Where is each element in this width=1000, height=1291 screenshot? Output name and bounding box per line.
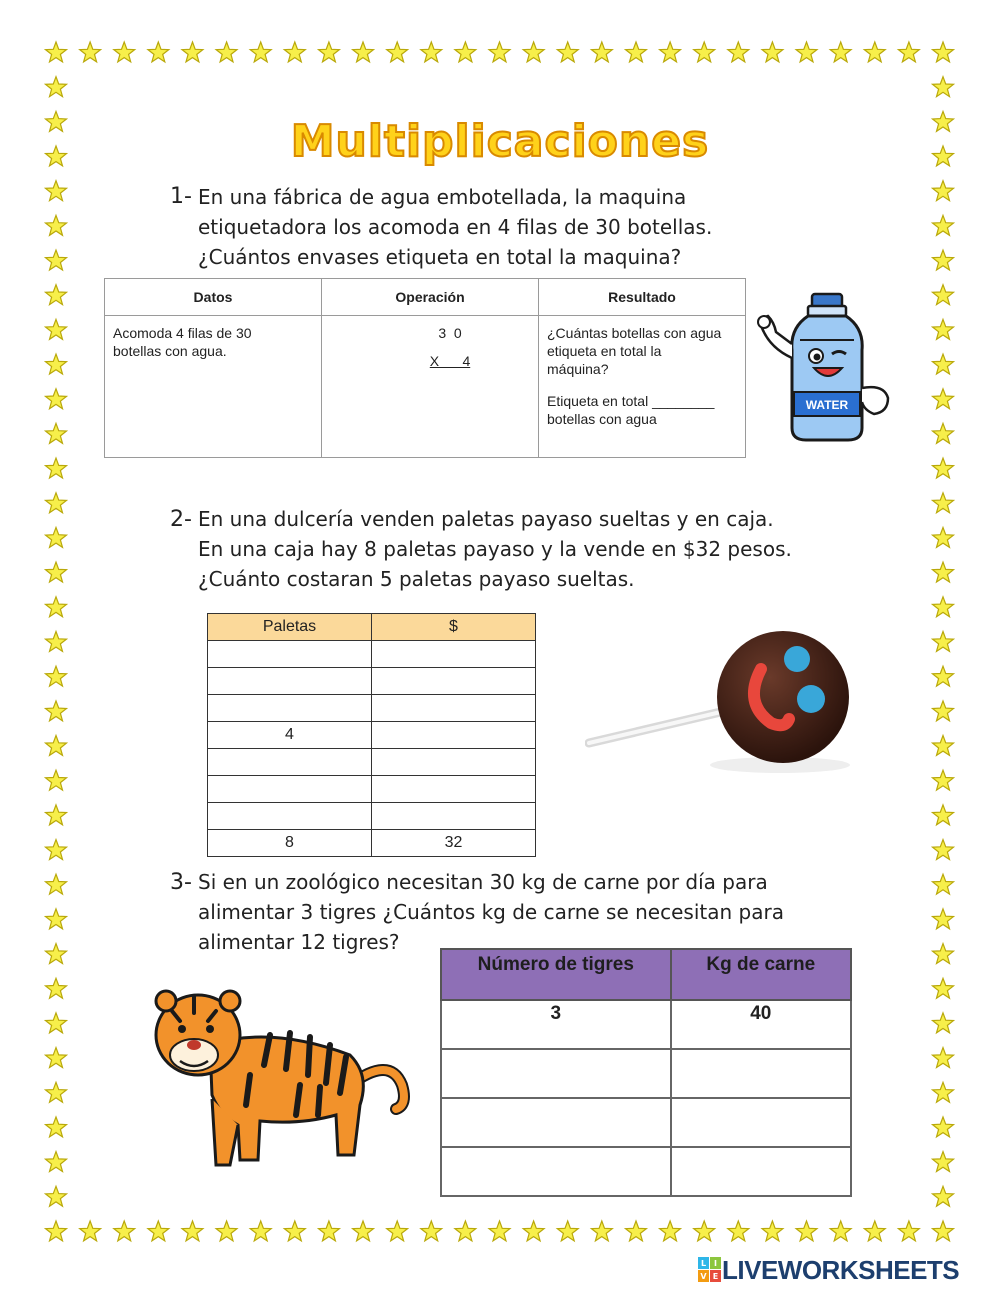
star-icon [46,597,67,617]
star-icon [148,42,169,62]
star-icon [46,1117,67,1137]
table-row [208,695,536,722]
star-icon [46,458,67,478]
question-3-text [198,867,784,957]
operacion-top: 3 0 [438,325,462,341]
cell-paletas[interactable] [208,776,372,803]
star-icon [933,458,954,478]
cell-resultado[interactable] [539,316,746,458]
cell-pesos[interactable] [372,695,536,722]
star-icon [148,1221,169,1241]
svg-text:L: L [700,1259,707,1268]
table-row [441,1000,851,1049]
star-icon [114,42,135,62]
header-operacion: Operación [322,279,539,316]
cell-kg[interactable] [671,1049,851,1098]
star-icon [80,1221,101,1241]
star-icon [762,1221,783,1241]
star-icon [728,1221,749,1241]
water-bottle-image [750,288,900,448]
star-icon [387,42,408,62]
star-icon [864,42,885,62]
table-row [208,749,536,776]
star-icon [933,666,954,686]
star-icon [46,319,67,339]
header-kg-carne: Kg de carne [671,949,851,1000]
star-icon [46,1221,67,1241]
cell-pesos[interactable] [372,749,536,776]
header-datos: Datos [105,279,322,316]
header-paletas: Paletas [208,614,372,641]
star-icon [933,493,954,513]
star-icon [933,909,954,929]
star-icon [250,42,271,62]
question-3-line: Si en un zoológico necesitan 30 kg de carne por día para [198,870,768,894]
cell-tigres: 3 [441,1000,671,1049]
star-icon [626,1221,647,1241]
liveworksheets-icon [698,1257,722,1283]
star-icon [591,1221,612,1241]
star-icon [796,1221,817,1241]
table-paletas [207,613,536,857]
star-icon [626,42,647,62]
star-icon [523,42,544,62]
question-2-line: En una dulcería venden paletas payaso sueltas y en caja. [198,507,774,531]
svg-text:E: E [712,1272,719,1281]
star-icon [284,1221,305,1241]
question-1-line: En una fábrica de agua embotellada, la maquina [198,185,687,209]
star-icon [933,562,954,582]
star-icon [455,1221,476,1241]
star-icon [46,215,67,235]
table-row [208,776,536,803]
question-3-line: alimentar 12 tigres? [198,930,400,954]
star-icon [46,42,67,62]
star-icon [933,1221,954,1241]
star-icon [660,42,681,62]
star-icon [46,736,67,756]
star-icon [46,909,67,929]
star-icon [489,42,510,62]
question-3-number: 3- [170,870,192,895]
star-icon [46,181,67,201]
cell-pesos[interactable] [372,668,536,695]
star-icon [933,354,954,374]
star-icon [933,736,954,756]
table-row [208,641,536,668]
star-icon [557,1221,578,1241]
star-icon [933,42,954,62]
cell-tigres[interactable] [441,1049,671,1098]
page-title: Multiplicaciones [290,116,710,167]
star-icon [46,389,67,409]
question-2-number: 2- [170,507,192,532]
resultado-line: ¿Cuántas botellas con agua [547,325,722,341]
table-row [208,722,536,749]
star-icon [387,1221,408,1241]
liveworksheets-logo [698,1256,959,1284]
question-1-number: 1- [170,184,192,209]
star-icon [421,1221,442,1241]
question-2-line: ¿Cuánto costaran 5 paletas payaso sueltas. [198,567,635,591]
star-icon [933,181,954,201]
star-icon [80,42,101,62]
star-icon [933,250,954,270]
header-numero-tigres: Número de tigres [441,949,671,1000]
star-icon [933,319,954,339]
resultado-line: botellas con agua [547,411,657,427]
question-1-text [198,182,712,272]
lollipop-image [585,625,865,785]
table-tigres [440,948,852,1197]
star-icon [353,42,374,62]
star-icon [933,1048,954,1068]
star-icon [46,1013,67,1033]
table-row [208,803,536,830]
table-datos-operacion-resultado [104,278,746,458]
svg-text:I: I [714,1259,717,1268]
table-row [208,830,536,857]
star-icon [933,285,954,305]
cell-paletas[interactable] [208,668,372,695]
cell-paletas[interactable] [208,803,372,830]
star-icon [694,42,715,62]
star-icon [660,1221,681,1241]
star-icon [46,632,67,652]
star-icon [933,215,954,235]
star-icon [933,1117,954,1137]
cell-kg[interactable] [671,1147,851,1196]
star-icon [46,944,67,964]
star-icon [46,423,67,443]
star-icon [353,1221,374,1241]
cell-tigres[interactable] [441,1147,671,1196]
star-icon [933,840,954,860]
star-icon [46,354,67,374]
star-icon [830,42,851,62]
star-icon [319,42,340,62]
star-icon [830,1221,851,1241]
star-icon [933,978,954,998]
question-1-line: etiquetadora los acomoda en 4 filas de 30 botellas. [198,215,713,239]
star-icon [933,389,954,409]
star-icon [591,42,612,62]
star-icon [182,1221,203,1241]
svg-text:V: V [700,1272,707,1281]
star-icon [46,701,67,721]
star-icon [933,1082,954,1102]
datos-line: botellas con agua. [113,343,227,359]
star-icon [933,77,954,97]
star-icon [933,944,954,964]
star-icon [455,42,476,62]
star-icon [933,597,954,617]
star-icon [933,1186,954,1206]
star-icon [46,874,67,894]
question-3-line: alimentar 3 tigres ¿Cuántos kg de carne se necesitan para [198,900,784,924]
star-icon [933,770,954,790]
cell-paletas: 4 [208,722,372,749]
cell-paletas: 8 [208,830,372,857]
star-icon [728,42,749,62]
cell-pesos[interactable] [372,641,536,668]
liveworksheets-brand: LIVEWORKSHEETS [722,1254,960,1285]
cell-paletas[interactable] [208,695,372,722]
star-icon [46,528,67,548]
star-icon [46,285,67,305]
star-icon [864,1221,885,1241]
table-row [441,1049,851,1098]
star-icon [898,1221,919,1241]
operacion-bottom: X 4 [429,353,471,369]
cell-pesos: 32 [372,830,536,857]
star-icon [319,1221,340,1241]
cell-paletas[interactable] [208,749,372,776]
tiger-image [150,975,415,1175]
datos-line: Acomoda 4 filas de 30 [113,325,252,341]
star-icon [46,1082,67,1102]
header-pesos: $ [372,614,536,641]
star-icon [489,1221,510,1241]
cell-paletas[interactable] [208,641,372,668]
star-icon [933,1152,954,1172]
star-icon [46,493,67,513]
star-icon [216,42,237,62]
cell-pesos[interactable] [372,776,536,803]
cell-datos [105,316,322,458]
table-row [441,1147,851,1196]
star-icon [796,42,817,62]
question-2-text [198,504,792,594]
star-icon [182,42,203,62]
resultado-blank-line: Etiqueta en total ________ [547,393,715,409]
star-icon [46,1186,67,1206]
cell-kg: 40 [671,1000,851,1049]
cell-pesos[interactable] [372,722,536,749]
star-icon [284,42,305,62]
bottle-label: WATER [805,398,849,412]
star-icon [46,770,67,790]
question-2-line: En una caja hay 8 paletas payaso y la vende en $32 pesos. [198,537,792,561]
star-icon [933,1013,954,1033]
resultado-line: etiqueta en total la [547,343,662,359]
star-icon [46,840,67,860]
header-resultado: Resultado [539,279,746,316]
star-icon [46,666,67,686]
star-icon [250,1221,271,1241]
star-icon [933,632,954,652]
question-1-line: ¿Cuántos envases etiqueta en total la maquina? [198,245,682,269]
star-icon [523,1221,544,1241]
star-icon [46,77,67,97]
star-icon [46,1152,67,1172]
table-row [441,1098,851,1147]
star-icon [898,42,919,62]
star-icon [933,805,954,825]
star-icon [762,42,783,62]
star-icon [216,1221,237,1241]
cell-tigres[interactable] [441,1098,671,1147]
star-icon [933,528,954,548]
star-icon [114,1221,135,1241]
resultado-line: máquina? [547,361,609,377]
cell-operacion[interactable] [322,316,539,458]
star-icon [933,874,954,894]
star-icon [46,1048,67,1068]
star-icon [46,805,67,825]
star-icon [933,423,954,443]
star-icon [933,701,954,721]
star-icon [46,978,67,998]
star-icon [421,42,442,62]
star-icon [694,1221,715,1241]
star-icon [46,562,67,582]
cell-pesos[interactable] [372,803,536,830]
star-icon [557,42,578,62]
star-icon [46,250,67,270]
table-row [208,668,536,695]
cell-kg[interactable] [671,1098,851,1147]
